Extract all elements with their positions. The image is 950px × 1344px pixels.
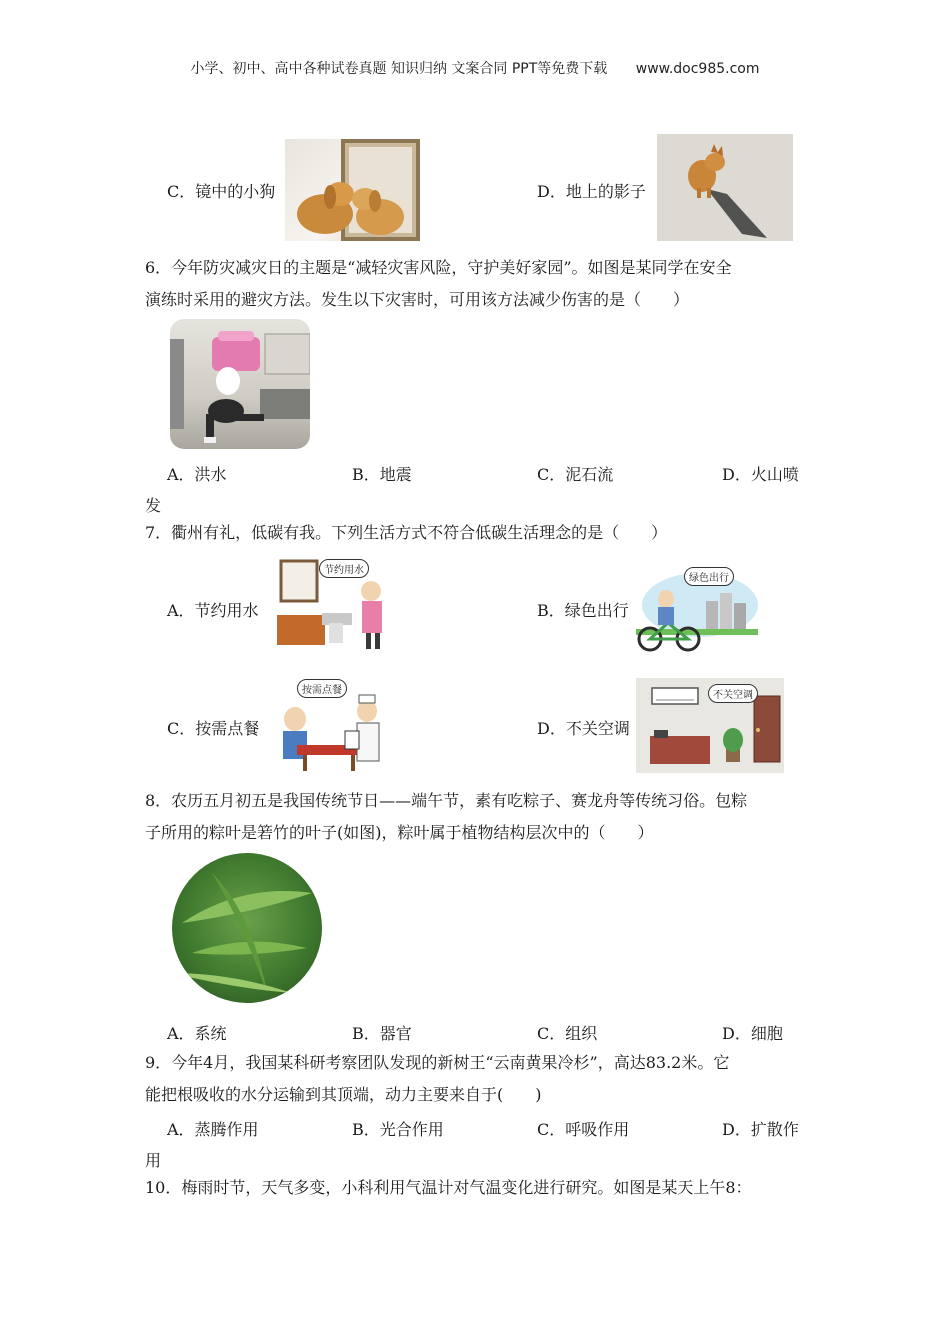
q8-option-d: D．细胞 <box>722 1024 783 1043</box>
q9-stem-line2: 能把根吸收的水分运输到其顶端，动力主要来自于( ) <box>145 1085 542 1104</box>
q5-option-c-label: C．镜中的小狗 <box>167 182 276 201</box>
q6-image <box>170 319 310 449</box>
q7-option-d-image <box>636 678 784 773</box>
q5-option-d-image <box>657 134 793 241</box>
q8-image <box>172 853 322 1003</box>
dog-mirror-illustration <box>285 139 420 241</box>
dog-shadow-illustration <box>657 134 793 241</box>
q6-option-d-wrap: 发 <box>145 496 162 515</box>
q7-option-d-bubble: 不关空调 <box>708 684 758 703</box>
q7-option-b-label: B．绿色出行 <box>537 601 629 620</box>
q5-option-d-label: D．地上的影子 <box>537 182 646 201</box>
drill-student-illustration <box>170 319 310 449</box>
q6-option-a: A．洪水 <box>167 465 227 484</box>
q6-option-d: D．火山喷 <box>722 465 799 484</box>
q9-option-d: D．扩散作 <box>722 1120 799 1139</box>
q7-option-c-image <box>267 673 389 773</box>
q8-option-b: B．器官 <box>352 1024 412 1043</box>
q8-option-c: C．组织 <box>537 1024 598 1043</box>
q7-stem: 7．衢州有礼，低碳有我。下列生活方式不符合低碳生活理念的是（ ） <box>145 523 668 542</box>
q9-option-d-wrap: 用 <box>145 1151 162 1170</box>
q9-option-a: A．蒸腾作用 <box>167 1120 259 1139</box>
q7-option-a-bubble: 节约用水 <box>319 559 369 578</box>
q6-option-b: B．地震 <box>352 465 412 484</box>
q6-stem-line1: 6．今年防灾减灾日的主题是“减轻灾害风险，守护美好家园”。如图是某同学在安全 <box>145 258 732 277</box>
q7-option-d-label: D．不关空调 <box>537 719 630 738</box>
q9-stem-line1: 9．今年4月，我国某科研考察团队发现的新树王“云南黄果冷杉”，高达83.2米。它 <box>145 1053 730 1072</box>
q10-stem-line1: 10．梅雨时节，天气多变，小科利用气温计对气温变化进行研究。如图是某天上午8： <box>145 1178 752 1197</box>
q7-option-a-image <box>267 553 400 651</box>
q8-stem-line1: 8．农历五月初五是我国传统节日——端午节，素有吃粽子、赛龙舟等传统习俗。包粽 <box>145 791 748 810</box>
bamboo-leaf-illustration <box>172 853 322 1003</box>
page-header <box>0 58 950 78</box>
q9-option-c: C．呼吸作用 <box>537 1120 630 1139</box>
q9-option-b: B．光合作用 <box>352 1120 444 1139</box>
header-text: 小学、初中、高中各种试卷真题 知识归纳 文案合同 PPT等免费下载 <box>190 61 608 77</box>
q7-option-c-label: C．按需点餐 <box>167 719 260 738</box>
q7-option-b-bubble: 绿色出行 <box>684 567 734 586</box>
q8-option-a: A．系统 <box>167 1024 227 1043</box>
q7-option-a-label: A．节约用水 <box>167 601 259 620</box>
q7-option-c-bubble: 按需点餐 <box>297 679 347 698</box>
q6-option-c: C．泥石流 <box>537 465 614 484</box>
header-url[interactable]: www.doc985.com <box>635 61 760 77</box>
q5-option-c-image <box>285 139 420 241</box>
q7-option-b-image <box>636 563 758 653</box>
q8-stem-line2: 子所用的粽叶是箬竹的叶子(如图)，粽叶属于植物结构层次中的（ ） <box>145 823 654 842</box>
q6-stem-line2: 演练时采用的避灾方法。发生以下灾害时，可用该方法减少伤害的是（ ） <box>145 290 690 309</box>
